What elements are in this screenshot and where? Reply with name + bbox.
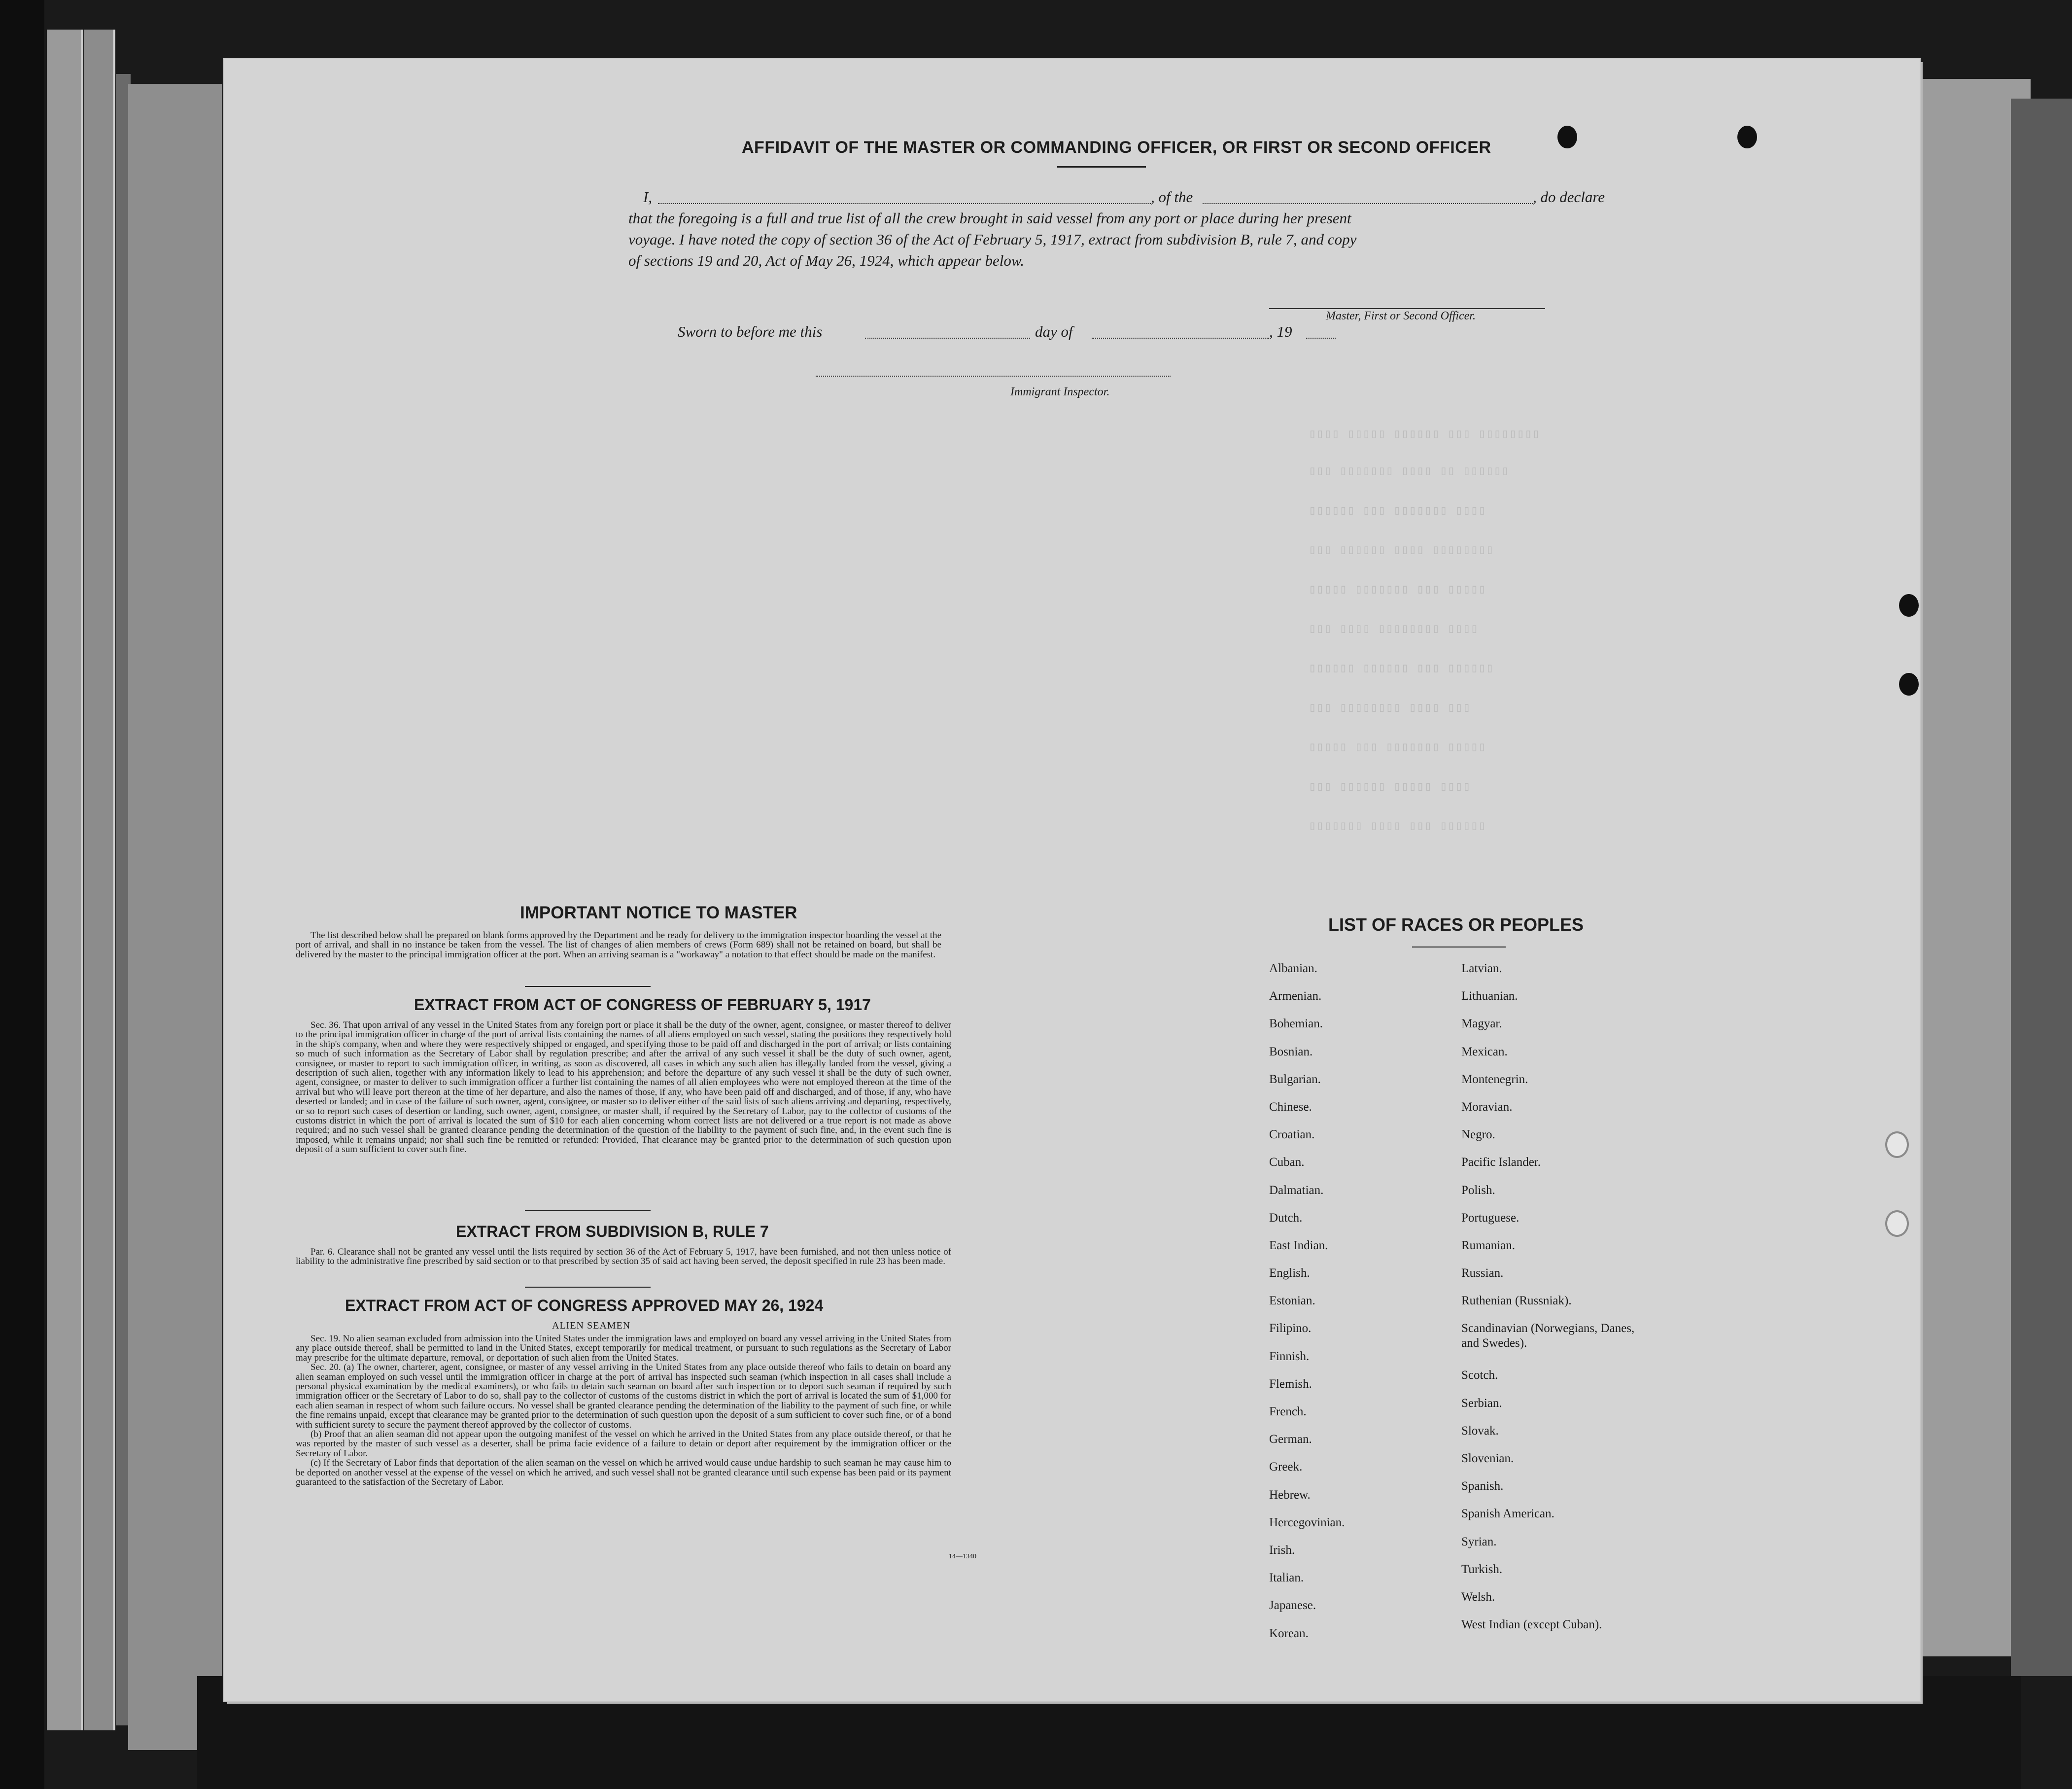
background-edge (0, 0, 44, 1789)
race-item: Latvian. (1461, 962, 1502, 975)
bleed-through-text: ▯▯▯▯▯▯▯ ▯▯▯▯ ▯▯▯ ▯▯▯▯▯▯ (1309, 819, 1486, 834)
bleed-through-text: ▯▯▯▯▯▯ ▯▯▯ ▯▯▯▯▯▯▯ ▯▯▯▯ (1309, 503, 1486, 518)
punch-hole (1885, 1210, 1909, 1237)
race-item: Bohemian. (1269, 1017, 1323, 1031)
affidavit-line: of sections 19 and 20, Act of May 26, 1924, which appear below. (628, 252, 1025, 269)
race-item: Dutch. (1269, 1211, 1303, 1225)
race-item: Chinese. (1269, 1100, 1312, 1114)
affidavit-of-the: , of the (1151, 188, 1193, 206)
race-item: Rumanian. (1461, 1238, 1516, 1252)
signature-label: Master, First or Second Officer. (1326, 310, 1476, 322)
punch-hole (1557, 126, 1577, 148)
sworn-year-blank[interactable] (1306, 338, 1336, 339)
race-item: Lithuanian. (1461, 989, 1518, 1003)
form-number: 14—1340 (949, 1553, 976, 1560)
punch-hole (1885, 1131, 1909, 1158)
extract-1924-title: EXTRACT FROM ACT OF CONGRESS APPROVED MAY 26, 1924 (345, 1297, 824, 1314)
race-item: Negro. (1461, 1128, 1495, 1142)
races-title: LIST OF RACES OR PEOPLES (1328, 914, 1584, 935)
extract-1917-title: EXTRACT FROM ACT OF CONGRESS OF FEBRUARY 5, 1917 (414, 996, 871, 1014)
race-item: Ruthenian (Russniak). (1461, 1294, 1572, 1308)
race-item: Pacific Islander. (1461, 1156, 1541, 1169)
punch-hole (1899, 594, 1919, 617)
race-item: Albanian. (1269, 962, 1317, 975)
race-item: Irish. (1269, 1543, 1295, 1557)
race-item: Bosnian. (1269, 1045, 1313, 1058)
race-item: Armenian. (1269, 989, 1322, 1003)
bleed-through-text: ▯▯▯▯▯ ▯▯▯▯▯▯▯ ▯▯▯ ▯▯▯▯▯ (1309, 582, 1486, 597)
bleed-through-text: ▯▯▯▯ ▯▯▯▯▯ ▯▯▯▯▯▯ ▯▯▯ ▯▯▯▯▯▯▯▯ (1309, 427, 1540, 442)
race-item: Finnish. (1269, 1349, 1310, 1363)
affidavit-i: I, (643, 188, 653, 206)
race-item: Japanese. (1269, 1599, 1316, 1613)
affidavit-declare: , do declare (1533, 188, 1605, 206)
name-blank[interactable] (658, 203, 1151, 204)
race-item: Moravian. (1461, 1100, 1513, 1114)
affidavit-line: that the foregoing is a full and true list of all the crew brought in said vessel from any port or place during her present (628, 210, 1351, 227)
race-item: Croatian. (1269, 1128, 1315, 1142)
alien-seamen-subtitle: ALIEN SEAMEN (552, 1320, 631, 1331)
race-item: East Indian. (1269, 1238, 1328, 1252)
races-list-right (1461, 961, 1644, 1645)
vessel-blank[interactable] (1203, 203, 1533, 204)
inspector-label: Immigrant Inspector. (1010, 386, 1110, 398)
bleed-through-text: ▯▯▯ ▯▯▯▯▯▯▯ ▯▯▯▯ ▯▯ ▯▯▯▯▯▯ (1309, 464, 1509, 479)
manifest-page (224, 59, 1920, 1701)
race-item: Russian. (1461, 1266, 1504, 1280)
race-item: Spanish American. (1461, 1507, 1554, 1521)
race-item: Filipino. (1269, 1322, 1312, 1335)
divider (1057, 166, 1146, 168)
punch-hole (1737, 126, 1757, 148)
race-item: Spanish. (1461, 1479, 1504, 1493)
race-item: French. (1269, 1405, 1307, 1418)
race-item: Flemish. (1269, 1377, 1312, 1391)
inspector-signature-line[interactable] (816, 376, 1171, 377)
affidavit-line: voyage. I have noted the copy of section 36 of the Act of February 5, 1917, extract from subdivision B, rule 7, and copy (628, 231, 1357, 248)
background-edge (2011, 99, 2072, 1676)
signature-line[interactable] (1269, 308, 1545, 309)
extract-1917-body (296, 1020, 951, 1155)
divider (525, 986, 651, 987)
races-list-left (1269, 961, 1345, 1654)
bleed-through-text: ▯▯▯ ▯▯▯▯▯▯▯▯ ▯▯▯▯ ▯▯▯ (1309, 701, 1471, 715)
sworn-prefix: Sworn to before me this (678, 323, 823, 340)
rule7-title: EXTRACT FROM SUBDIVISION B, RULE 7 (456, 1223, 769, 1240)
race-item: Korean. (1269, 1626, 1309, 1640)
race-item: Hercegovinian. (1269, 1515, 1345, 1529)
binder-strip (84, 30, 115, 1730)
underlying-card (128, 84, 222, 1750)
race-item: German. (1269, 1433, 1312, 1446)
race-item: Scandinavian (Norwegians, Danes, and Swedes). (1461, 1322, 1635, 1350)
bleed-through-text: ▯▯▯▯▯ ▯▯▯ ▯▯▯▯▯▯▯ ▯▯▯▯▯ (1309, 740, 1486, 755)
sworn-day-blank[interactable] (865, 338, 1030, 339)
race-item: Magyar. (1461, 1017, 1502, 1031)
section-20b-paragraph: (b) Proof that an alien seaman did not appear upon the outgoing manifest of the vessel on which he arrived in the United States from any place outside thereof, or that he was reported by the master of such vessel as a deserter, shall be prima facie evidence of a failure to detain or deport after requirement by the immigration officer or the Secretary of Labor. (296, 1429, 951, 1459)
race-item: Italian. (1269, 1571, 1304, 1585)
race-item: Turkish. (1461, 1562, 1503, 1576)
rule7-body (296, 1247, 951, 1266)
sworn-day-of: day of (1035, 323, 1073, 340)
race-item: Mexican. (1461, 1045, 1508, 1058)
section-19-paragraph: Sec. 19. No alien seaman excluded from admission into the United States under the immigration laws and employed on board any vessel arriving in the United States from any place outside thereof, shall be permitted to land in the United States, except temporarily for medical treatment, or pursuant to such regulations as the Secretary of Labor may prescribe for the ultimate departure, removal, or deportation of such alien from the United States. (296, 1333, 951, 1363)
race-item: Scotch. (1461, 1368, 1498, 1382)
race-item: Polish. (1461, 1183, 1495, 1197)
sworn-year: , 19 (1269, 323, 1292, 340)
race-item: Montenegrin. (1461, 1072, 1528, 1086)
notice-paragraph: The list described below shall be prepared on blank forms approved by the Department and be ready for delivery to the immigration inspector boarding the vessel at the port of arrival, and shall in no instance be taken from the vessel. The list of changes of alien members of crews (Form 689) shall not be retained on board, but shall be delivered by the master to the principal immigration officer at the port. When an arriving seaman is a "workaway" a notation to that effect should be made on the manifest. (296, 930, 941, 960)
notice-title: IMPORTANT NOTICE TO MASTER (520, 903, 797, 922)
extract-1924-body (296, 1334, 951, 1487)
notice-body (296, 931, 941, 959)
race-item: Portuguese. (1461, 1211, 1519, 1225)
section-20c-paragraph: (c) If the Secretary of Labor finds that deportation of the alien seaman on the vessel on which he arrived would cause undue hardship to such seaman he may cause him to be deported on another vessel at the expense of the vessel on which he arrived, and such vessel shall not be granted clearance until such expense has been paid or its payment guaranteed to the satisfaction of the Secretary of Labor. (296, 1458, 951, 1488)
race-item: Syrian. (1461, 1535, 1497, 1548)
bleed-through-text: ▯▯▯ ▯▯▯▯▯▯ ▯▯▯▯ ▯▯▯▯▯▯▯▯ (1309, 543, 1494, 558)
punch-hole (1899, 673, 1919, 696)
race-item: West Indian (except Cuban). (1461, 1618, 1602, 1632)
race-item: Hebrew. (1269, 1488, 1311, 1502)
bleed-through-text: ▯▯▯ ▯▯▯▯▯▯ ▯▯▯▯▯ ▯▯▯▯ (1309, 779, 1471, 794)
sworn-month-blank[interactable] (1092, 338, 1269, 339)
race-item: Slovenian. (1461, 1452, 1514, 1465)
race-item: Serbian. (1461, 1396, 1502, 1410)
rule7-paragraph: Par. 6. Clearance shall not be granted any vessel until the lists required by section 36 of the Act of February 5, 1917, have been furnished, and not then unless notice of liability to the administrative fine prescribed by said section or to that prescribed by section 35 of said act having been served, the deposit specified in rule 23 has been made. (296, 1247, 951, 1267)
race-item: Dalmatian. (1269, 1183, 1324, 1197)
race-item: Bulgarian. (1269, 1072, 1321, 1086)
race-item: Slovak. (1461, 1424, 1499, 1438)
section-36-paragraph: Sec. 36. That upon arrival of any vessel in the United States from any foreign port or place it shall be the duty of the owner, agent, consignee, or master thereof to deliver to the principal immigration officer in charge of the port of arrival lists containing the names of all aliens employed on such vessel, stating the positions they respectively hold in the ship's company, when and where they were respectively shipped or engaged, and specifying those to be paid off and discharged in the port of arrival; or lists containing so much of such information as the Secretary of Labor shall by regulation prescribe; and after the arrival of any such vessel it shall be the duty of such owner, agent, consignee, or master to report to such immigration officer, in writing, as soon as discovered, all cases in which any such alien has illegally landed from the vessel, giving a description of such alien, together with any information likely to lead to his apprehension; and before the departure of any such vessel it shall be the duty of such owner, agent, consignee, or master to deliver to such immigration officer a further list containing the names of all alien employees who were not employed thereon at the time of the arrival but who will leave port thereon at the time of her departure, and also the names of those, if any, who have been paid off and discharged, and of those, if any, who have deserted or landed; and in case of the failure of such owner, agent, consignee, or master so to deliver either of the said lists of such aliens arriving and departing, respectively, or so to report such cases of desertion or landing, such owner, agent, consignee, or master shall, if required by the Secretary of Labor, pay to the collector of customs of the customs district in which the port of arrival is located the sum of $10 for each alien concerning whom correct lists are not delivered or a true report is not made as above required; and no such vessel shall be granted clearance pending the determination of the question of the liability to the payment of such fine, and, in the event such fine is imposed, while it remains unpaid; nor shall such fine be remitted or refunded: Provided, That clearance may be granted prior to the determination of such question upon deposit of a sum sufficient to cover such fine. (296, 1020, 951, 1155)
binder-strip (47, 30, 83, 1730)
section-20a-paragraph: Sec. 20. (a) The owner, charterer, agent, consignee, or master of any vessel arriving in the United States from any place outside thereof who fails to detain on board any alien seaman employed on such vessel until the immigration officer in charge at the port of arrival has inspected such seaman (which inspection in all cases shall include a personal physical examination by the medical examiners), or who fails to detain such seaman on board after such inspection or to deport such seaman if required by such immigration officer or the Secretary of Labor to do so, shall pay to the collector of customs of the customs district in which the port of arrival is located the sum of $1,000 for each alien seaman in respect of whom such failure occurs. No vessel shall be granted clearance pending the determination of the liability to the payment of such fine, or while the fine remains unpaid, except that clearance may be granted prior to the determination of such question upon the deposit of a sum sufficient to cover such fine, or of a bond with sufficient surety to secure the payment thereof approved by the collector of customs. (296, 1362, 951, 1430)
bleed-through-text: ▯▯▯ ▯▯▯▯ ▯▯▯▯▯▯▯▯ ▯▯▯▯ (1309, 622, 1479, 636)
divider (525, 1210, 651, 1211)
affidavit-title: AFFIDAVIT OF THE MASTER OR COMMANDING OFFICER, OR FIRST OR SECOND OFFICER (742, 138, 1491, 157)
race-item: Welsh. (1461, 1590, 1495, 1604)
bleed-through-text: ▯▯▯▯▯▯ ▯▯▯▯▯▯ ▯▯▯ ▯▯▯▯▯▯ (1309, 661, 1494, 676)
race-item: Greek. (1269, 1460, 1303, 1474)
divider (525, 1287, 651, 1288)
race-item: Estonian. (1269, 1294, 1315, 1308)
race-item: English. (1269, 1266, 1310, 1280)
race-item: Cuban. (1269, 1156, 1305, 1169)
